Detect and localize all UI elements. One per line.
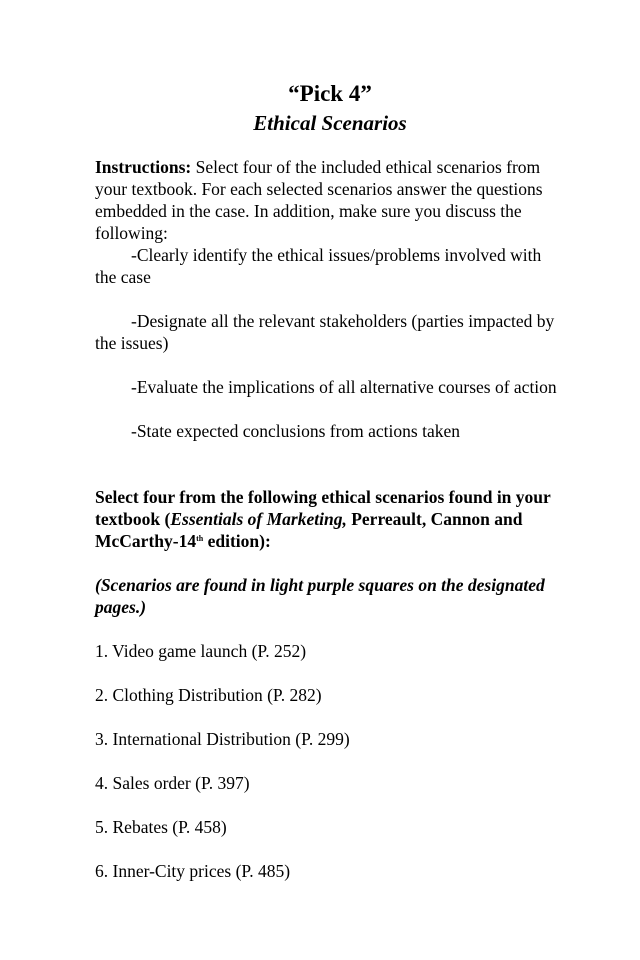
instructions-text: Select four of the included ethical scenarios from your textbook. For each selected scenarios answer the questions embedded in the case. In addition, make sure you discuss the following: <box>95 157 543 243</box>
scenarios-note: (Scenarios are found in light purple squares on the designated pages.) <box>95 575 545 617</box>
list-item: 3. International Distribution (P. 299) <box>95 729 350 749</box>
bullet-item: -State expected conclusions from actions taken <box>131 421 460 441</box>
instructions-paragraph <box>95 156 565 244</box>
page-title: “Pick 4” <box>288 81 372 106</box>
edition-superscript: th <box>196 534 204 543</box>
document-page <box>95 80 565 882</box>
list-item: 6. Inner-City prices (P. 485) <box>95 861 291 881</box>
page-subtitle: Ethical Scenarios <box>253 111 407 135</box>
list-item: 5. Rebates (P. 458) <box>95 817 227 837</box>
bullet-item: -Evaluate the implications of all alternative courses of action <box>131 377 557 397</box>
instructions-label: Instructions: <box>95 157 192 177</box>
list-item: 2. Clothing Distribution (P. 282) <box>95 685 322 705</box>
select-heading-middle: Perreault, Cannon and McCarthy-14 <box>95 509 523 551</box>
select-heading <box>95 486 565 552</box>
bullet-item: -Clearly identify the ethical issues/problems involved with the case <box>95 245 542 287</box>
bullet-item: -Designate all the relevant stakeholders (parties impacted by the issues) <box>95 311 555 353</box>
select-heading-after: edition): <box>203 531 271 551</box>
list-item: 4. Sales order (P. 397) <box>95 773 250 793</box>
textbook-title: Essentials of Marketing, <box>170 509 347 529</box>
select-heading-before: Select four from the following ethical scenarios found in your textbook ( <box>95 487 551 529</box>
list-item: 1. Video game launch (P. 252) <box>95 641 307 661</box>
